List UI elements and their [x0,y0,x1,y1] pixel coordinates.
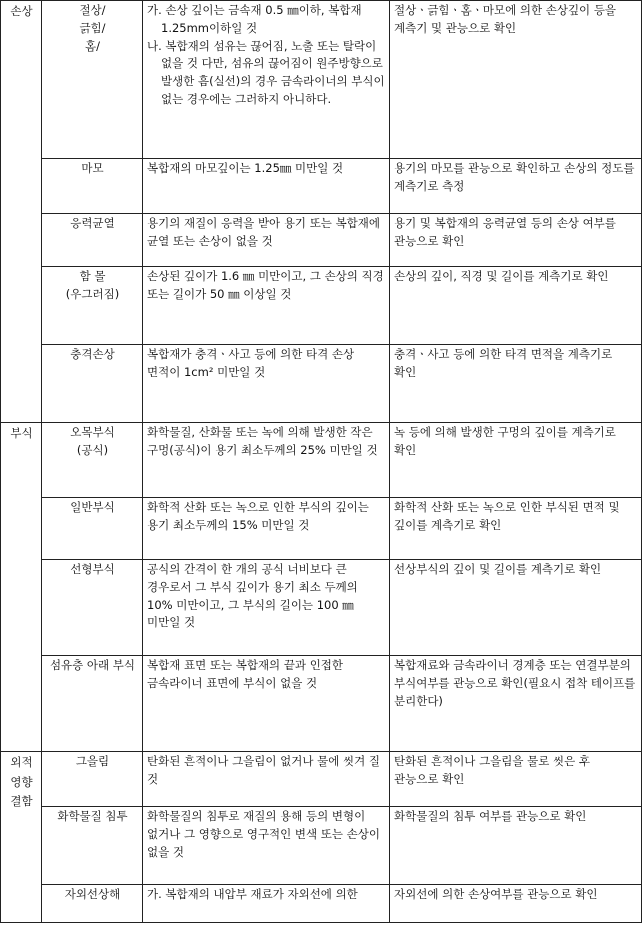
table-row [1,423,642,498]
subtype-cell: 그을림 [42,752,143,807]
subtype-cell: 마모 [42,159,143,214]
table-row [1,498,642,560]
method-cell: 복합재료와 금속라이너 경계층 또는 연결부분의 부식여부를 관능으로 확인(필요시 접착 테이프를 분리한다) [390,656,642,752]
criteria-item: 나. 복합재의 섬유는 끊어짐, 노출 또는 탈락이 없을 것 다만, 섬유의 끊어짐이 원주방향으로 발생한 흠(실선)의 경우 금속라이너의 부식이 없는 경우에는 그러하지 아니하다. [147,38,385,107]
method-cell: 용기의 마모를 관능으로 확인하고 손상의 정도를 계측기로 측정 [390,159,642,214]
criteria-cell: 탄화된 흔적이나 그을림이 없거나 물에 씻겨 질 것 [143,752,390,807]
category-cell: 외적 영향 결함 [1,752,42,923]
method-cell: 녹 등에 의해 발생한 구멍의 깊이를 계측기로 확인 [390,423,642,498]
criteria-cell: 용기의 재질이 응력을 받아 용기 또는 복합재에 균열 또는 손상이 없을 것 [143,214,390,267]
method-cell: 충격ㆍ사고 등에 의한 타격 면적을 계측기로 확인 [390,345,642,423]
method-cell: 탄화된 흔적이나 그을림을 물로 씻은 후 관능으로 확인 [390,752,642,807]
criteria-cell: 화학물질, 산화물 또는 녹에 의해 발생한 작은 구멍(공식)이 용기 최소두께의 25% 미만일 것 [143,423,390,498]
table-row [1,885,642,923]
subtype-cell: 오목부식 (공식) [42,423,143,498]
criteria-cell: 화학물질의 침투로 재질의 용해 등의 변형이 없거나 그 영향으로 영구적인 변색 또는 손상이 없을 것 [143,807,390,885]
method-cell: 손상의 깊이, 직경 및 길이를 계측기로 확인 [390,267,642,345]
method-cell: 화학적 산화 또는 녹으로 인한 부식된 면적 및 깊이를 계측기로 확인 [390,498,642,560]
method-cell: 용기 및 복합재의 응력균열 등의 손상 여부를 관능으로 확인 [390,214,642,267]
category-cell: 손상 [1,1,42,423]
method-cell: 자외선에 의한 손상여부를 관능으로 확인 [390,885,642,923]
table-row [1,752,642,807]
subtype-cell: 자외선상해 [42,885,143,923]
subtype-cell: 일반부식 [42,498,143,560]
subtype-cell: 충격손상 [42,345,143,423]
method-cell: 화학물질의 침투 여부를 관능으로 확인 [390,807,642,885]
method-cell: 선상부식의 깊이 및 길이를 계측기로 확인 [390,560,642,656]
table-row [1,807,642,885]
criteria-cell: 복합재가 충격ㆍ사고 등에 의한 타격 손상 면적이 1cm² 미만일 것 [143,345,390,423]
table-row [1,345,642,423]
criteria-cell [143,1,390,159]
criteria-cell: 가. 복합재의 내압부 재료가 자외선에 의한 [143,885,390,923]
subtype-cell: 절상/ 긁힘/ 홈/ [42,1,143,159]
subtype-cell: 화학물질 침투 [42,807,143,885]
criteria-cell: 복합재 표면 또는 복합재의 끝과 인접한 금속라이너 표면에 부식이 없을 것 [143,656,390,752]
criteria-cell: 손상된 깊이가 1.6 ㎜ 미만이고, 그 손상의 직경 또는 길이가 50 ㎜ 이상일 것 [143,267,390,345]
table-row [1,159,642,214]
table-row [1,1,642,159]
criteria-item: 가. 손상 깊이는 금속재 0.5 ㎜이하, 복합재 1.25mm이하일 것 [147,3,362,35]
table-row [1,214,642,267]
subtype-cell: 섬유층 아래 부식 [42,656,143,752]
criteria-cell: 공식의 간격이 한 개의 공식 너비보다 큰 경우로서 그 부식 깊이가 용기 최소 두께의 10% 미만이고, 그 부식의 길이는 100 ㎜ 미만일 것 [143,560,390,656]
table-row [1,656,642,752]
subtype-cell: 선형부식 [42,560,143,656]
category-cell: 부식 [1,423,42,752]
table-row [1,560,642,656]
subtype-cell: 함 몰 (우그러짐) [42,267,143,345]
method-cell: 절상ㆍ긁힘ㆍ홈ㆍ마모에 의한 손상깊이 등을 계측기 및 관능으로 확인 [390,1,642,159]
subtype-cell: 응력균열 [42,214,143,267]
table-row [1,267,642,345]
criteria-cell: 복합재의 마모깊이는 1.25㎜ 미만일 것 [143,159,390,214]
criteria-cell: 화학적 산화 또는 녹으로 인한 부식의 깊이는 용기 최소두께의 15% 미만일 것 [143,498,390,560]
